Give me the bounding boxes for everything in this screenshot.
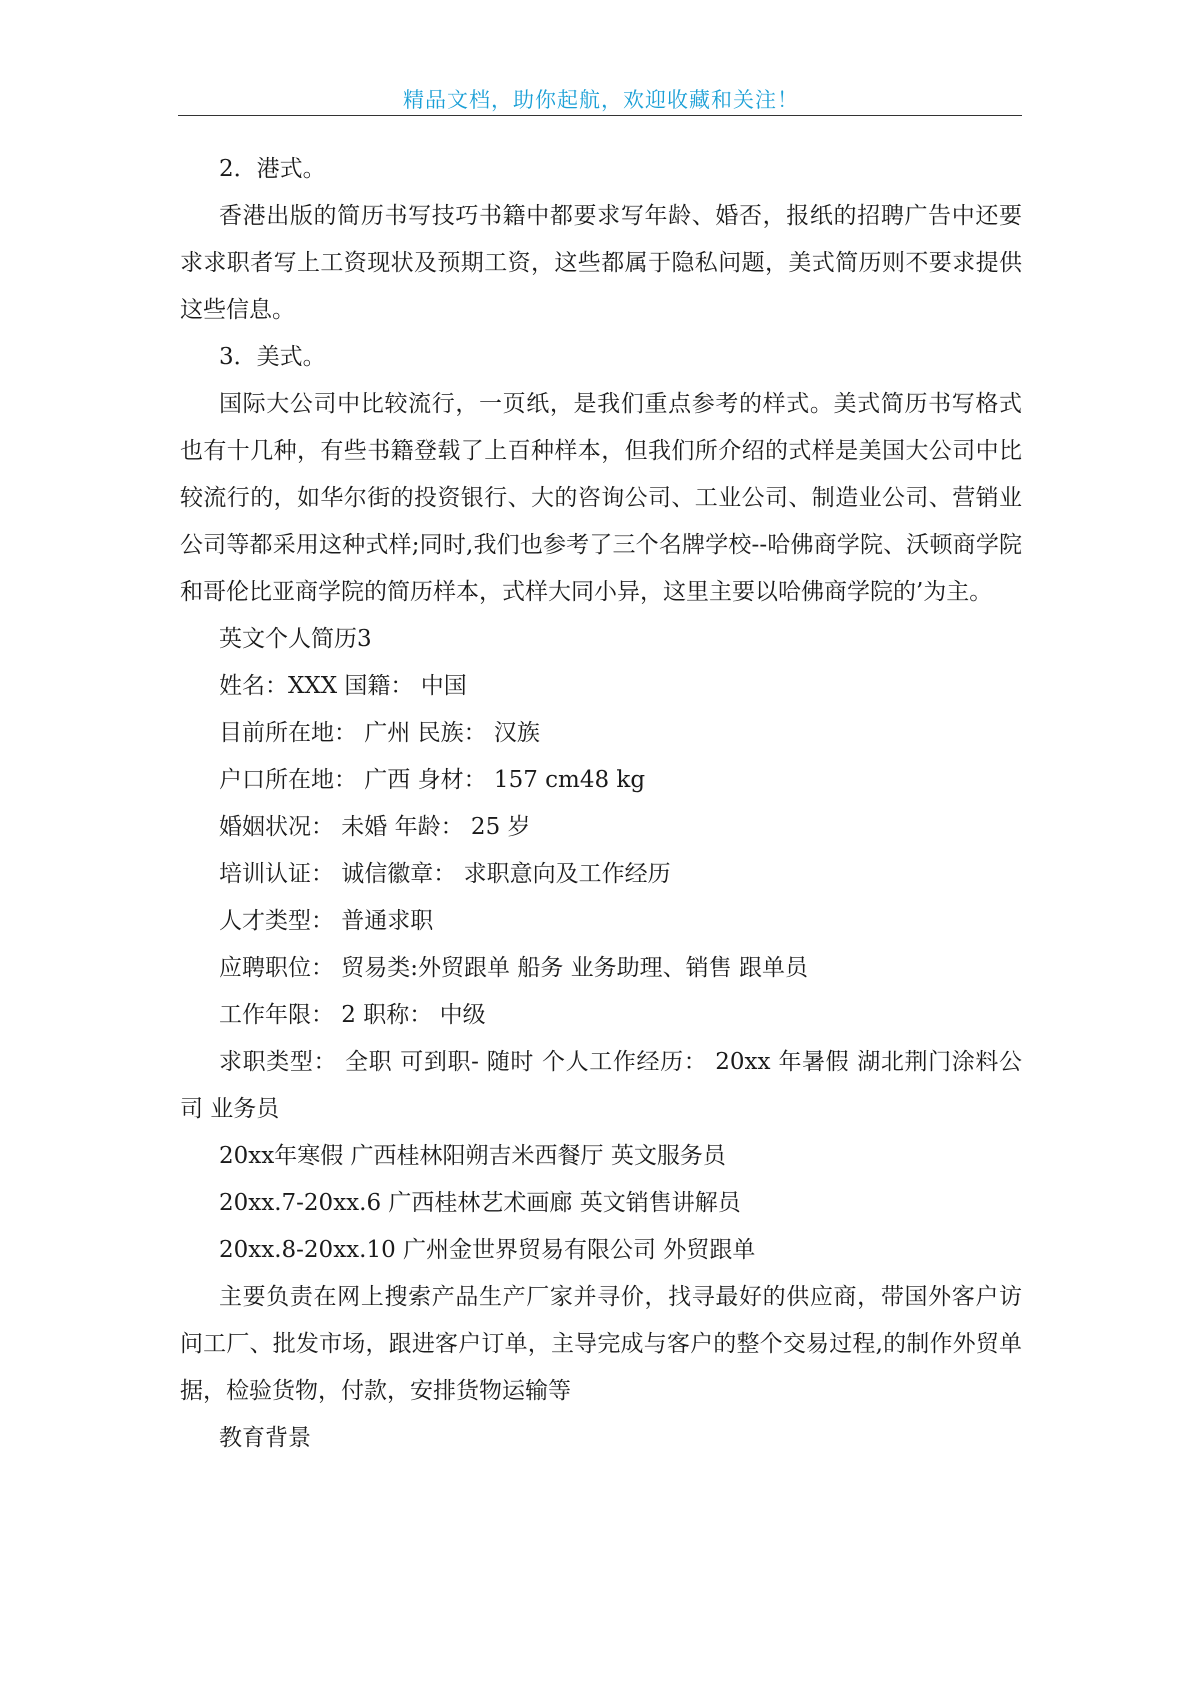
document-body	[180, 146, 1022, 1462]
work-experience-item: 20xx.7-20xx.6 广西桂林艺术画廊 英文销售讲解员	[219, 1190, 741, 1216]
resume-field: 户口所在地： 广西 身材： 157 cm48 kg	[219, 767, 646, 793]
job-description: 主要负责在网上搜索产品生产厂家并寻价，找寻最好的供应商，带国外客户访问工厂、批发市场，跟进客户订单，主导完成与客户的整个交易过程,的制作外贸单据，检验货物，付款，安排货物运输等	[180, 1284, 1022, 1404]
resume-field: 应聘职位： 贸易类:外贸跟单 船务 业务助理、销售 跟单员	[219, 955, 808, 981]
paragraph: 2．港式。	[219, 156, 326, 182]
work-experience-item: 20xx年寒假 广西桂林阳朔吉米西餐厅 英文服务员	[219, 1143, 726, 1169]
resume-title: 英文个人简历3	[219, 626, 372, 652]
resume-field: 目前所在地： 广州 民族： 汉族	[219, 720, 540, 746]
work-experience-item: 20xx.8-20xx.10 广州金世界贸易有限公司 外贸跟单	[219, 1237, 756, 1263]
resume-field: 姓名：XXX 国籍： 中国	[219, 673, 467, 699]
paragraph: 国际大公司中比较流行，一页纸，是我们重点参考的样式。美式简历书写格式也有十几种，有些书籍登载了上百种样本，但我们所介绍的式样是美国大公司中比较流行的，如华尔街的投资银行、大的咨询公司、工业公司、制造业公司、营销业公司等都采用这种式样;同时,我们也参考了三个名牌学校--哈佛商学院、沃顿商学院和哥伦比亚商学院的简历样本，式样大同小异，这里主要以哈佛商学院的’为主。	[180, 391, 1022, 605]
paragraph: 3．美式。	[219, 344, 326, 370]
resume-field: 求职类型： 全职 可到职- 随时 个人工作经历： 20xx 年暑假 湖北荆门涂料公司 业务员	[180, 1049, 1022, 1122]
page-header: 精品文档，助你起航，欢迎收藏和关注！	[403, 88, 799, 112]
resume-field: 婚姻状况： 未婚 年龄： 25 岁	[219, 814, 531, 840]
resume-field: 培训认证： 诚信徽章： 求职意向及工作经历	[219, 861, 671, 887]
section-heading-education: 教育背景	[219, 1425, 311, 1451]
resume-field: 工作年限： 2 职称： 中级	[219, 1002, 486, 1028]
header-divider	[178, 115, 1022, 116]
resume-field: 人才类型： 普通求职	[219, 908, 434, 934]
paragraph: 香港出版的简历书写技巧书籍中都要求写年龄、婚否，报纸的招聘广告中还要求求职者写上工资现状及预期工资，这些都属于隐私问题，美式简历则不要求提供这些信息。	[180, 203, 1022, 323]
